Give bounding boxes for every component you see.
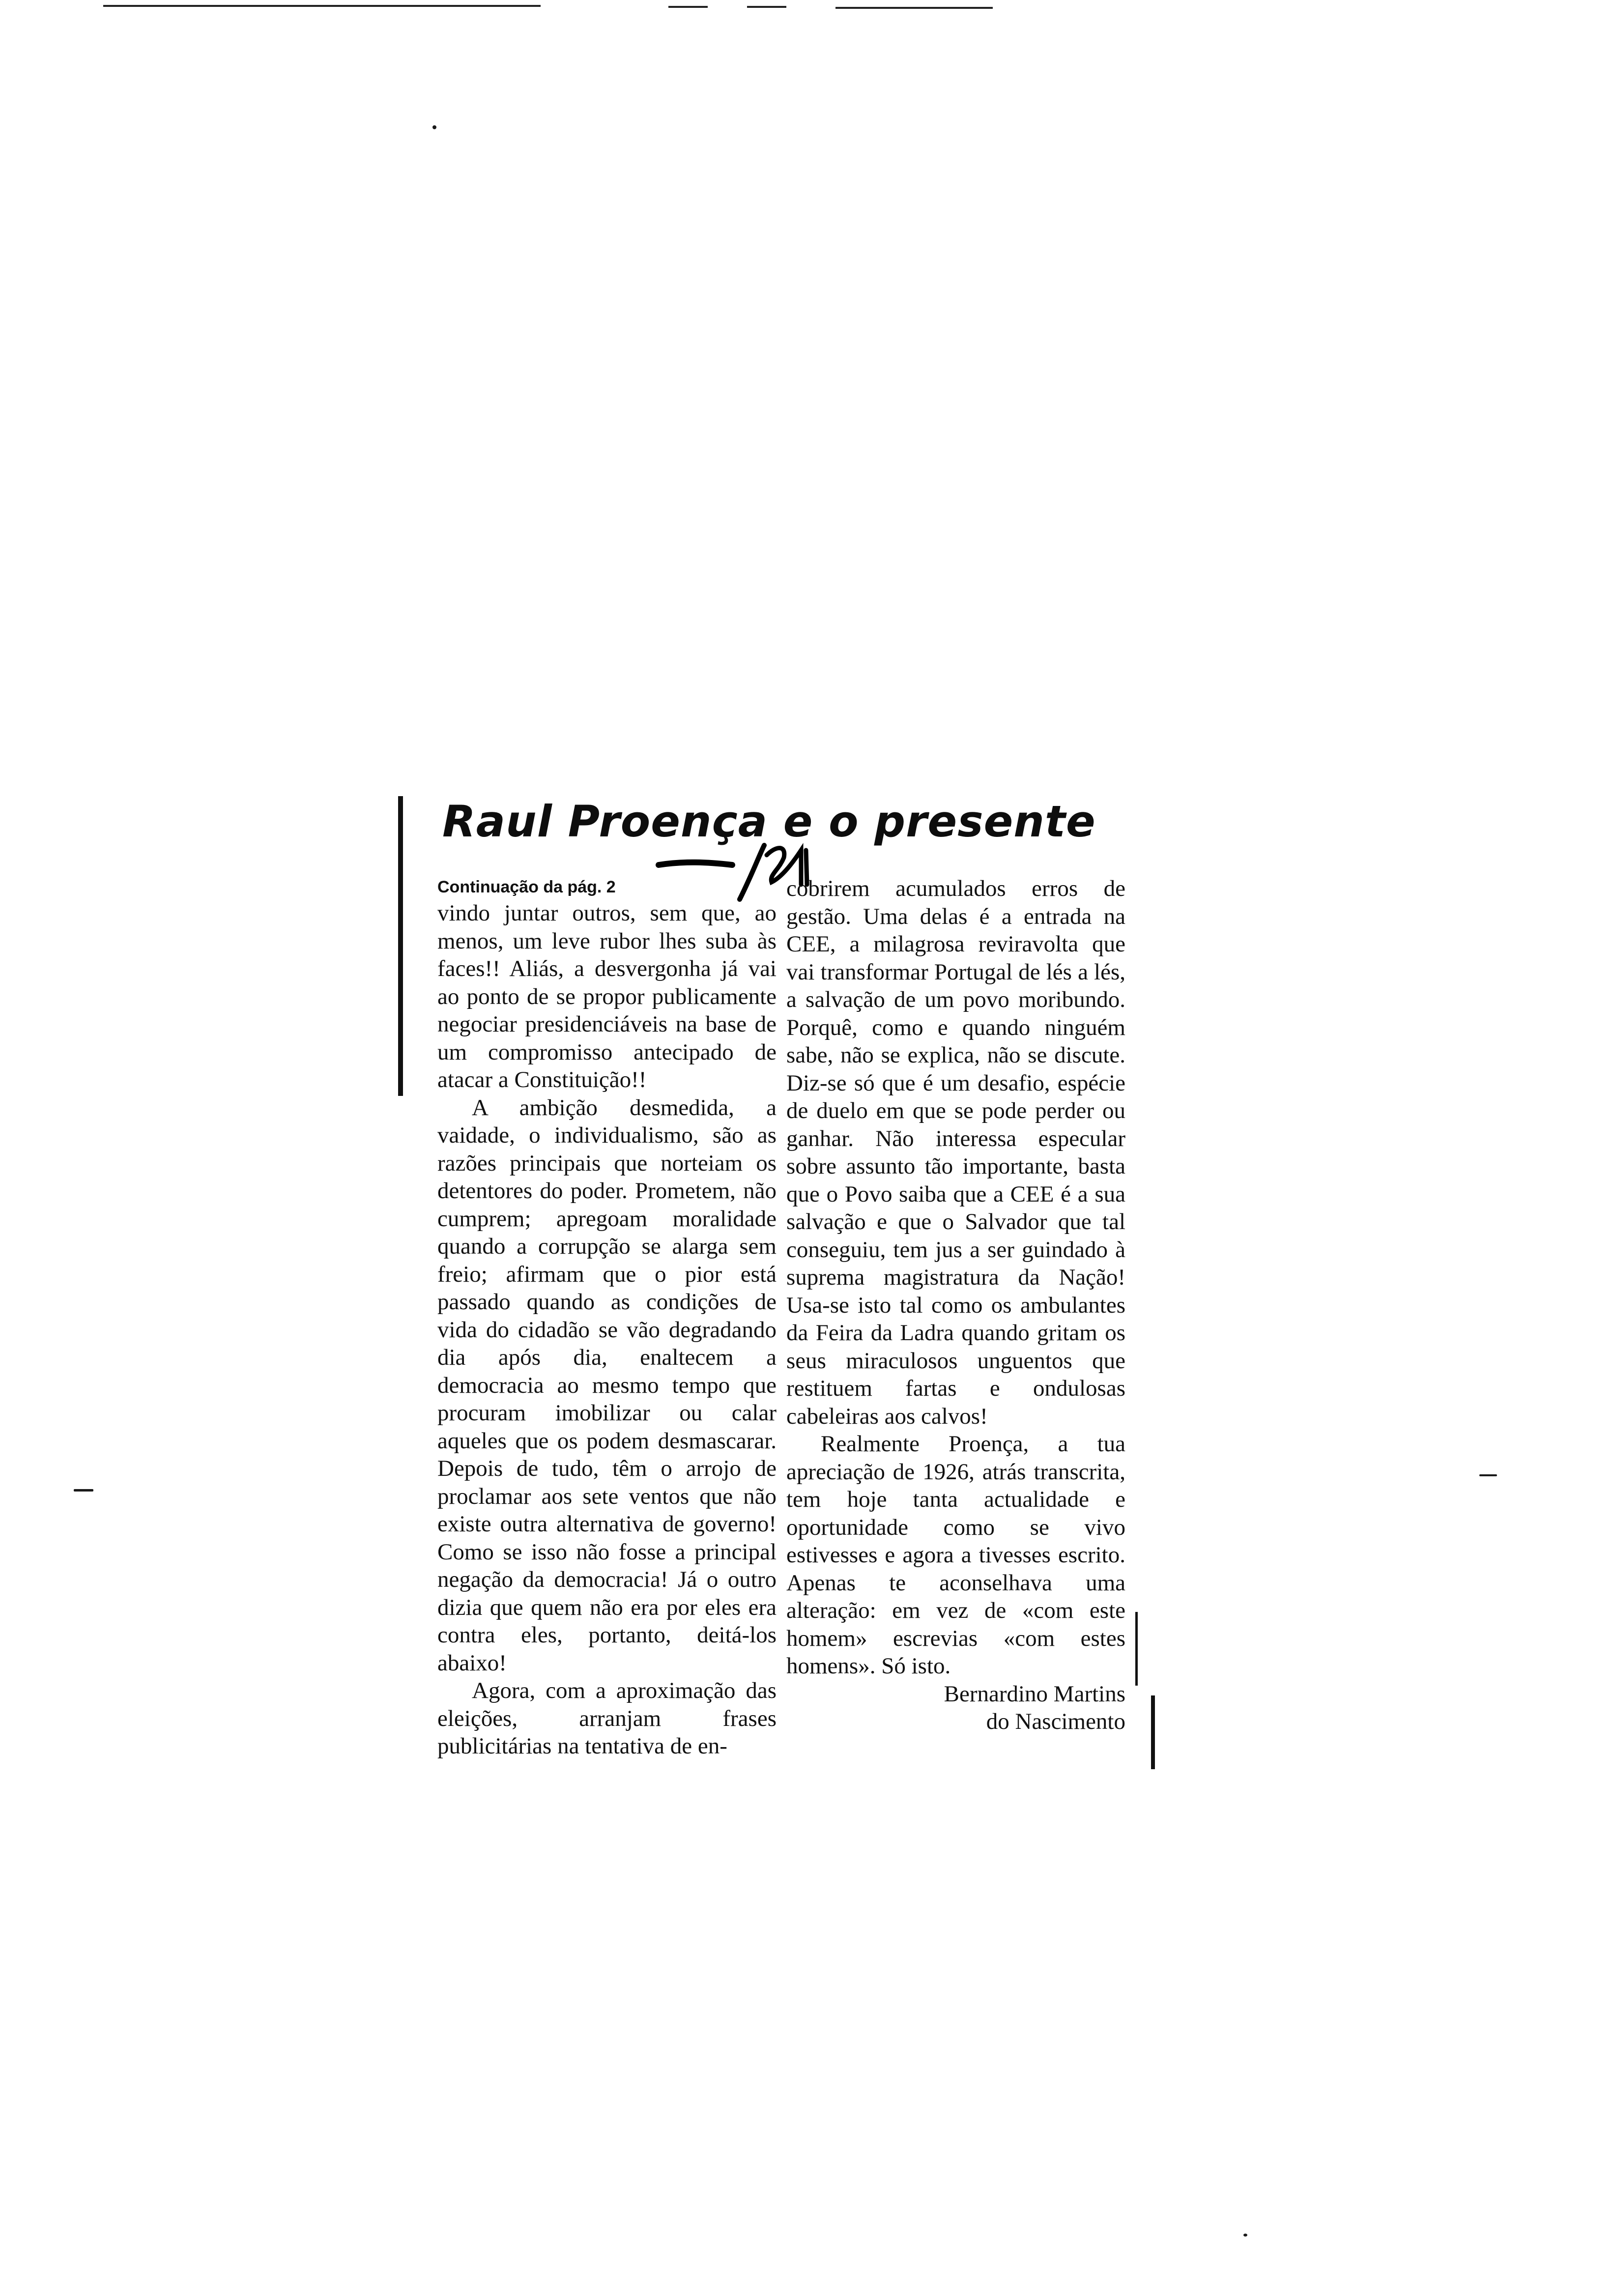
paragraph: vindo juntar outros, sem que, ao menos, um leve rubor lhes suba às faces!! Aliás, a desvergonha já vai ao ponto de se propor publicamente negociar presidenciáveis na base de um compromisso antecipado de atacar a Constituição!! <box>437 900 777 1092</box>
author-name-line1: Bernardino Martins <box>944 1681 1125 1707</box>
article-column-right <box>786 875 1125 1736</box>
paragraph: A ambição desmedida, a vaidade, o individualismo, são as razões principais que norteiam os detentores do poder. Prometem, não cumprem; apregoam moralidade quando a corrupção se alarga sem freio; afirmam que o pior está passado quando as condições de vida do cidadão se vão degradando dia após dia, enaltecem a democracia ao mesmo tempo que procuram imobilizar ou calar aqueles que os podem desmascarar. Depois de tudo, têm o arrojo de proclamar aos sete ventos que não existe outra alternativa de governo! Como se isso não fosse a principal negação da democracia! Já o outro dizia que quem não era por eles era contra eles, portanto, deitá-los abaixo! <box>437 1094 777 1676</box>
article-column-left <box>437 875 777 1760</box>
clipping-left-edge <box>398 796 403 1096</box>
author-byline <box>786 1680 1125 1736</box>
clipping-right-edge <box>1135 1612 1138 1686</box>
scan-speck <box>74 1489 93 1492</box>
clipping-right-edge <box>1151 1695 1155 1769</box>
continuation-label: Continuação da pág. 2 <box>437 878 616 896</box>
newspaper-clipping <box>398 767 1155 1779</box>
scan-speck <box>432 125 436 129</box>
paragraph: Realmente Proença, a tua apreciação de 1926, atrás transcrita, tem hoje tanta actualidade e oportunidade como se vivo estivesses e agora a tivesses escrito. Apenas te aconselhava uma alteração: em vez de «com este homem» escrevias «com estes homens». Só isto. <box>786 1431 1125 1679</box>
scan-border-top-left <box>103 5 541 7</box>
scan-border-top-mid <box>668 6 708 8</box>
paragraph: cobrirem acumulados erros de gestão. Uma delas é a entrada na CEE, a milagrosa reviravolta que vai transformar Portugal de lés a lés, a salvação de um povo moribundo. Porquê, como e quando ninguém sabe, não se explica, não se discute. Diz-se só que é um desafio, espécie de duelo em que se pode perder ou ganhar. Não interessa especular sobre assunto tão importante, basta que o Povo saiba que a CEE é a sua salvação e que o Salvador que tal conseguiu, tem jus a ser guindado à suprema magistratura da Nação! Usa-se isto tal como os ambulantes da Feira da Ladra quando gritam os seus miraculosos unguentos que restituem fartas e ondulosas cabeleiras aos calvos! <box>786 876 1125 1429</box>
scan-speck <box>1479 1474 1497 1476</box>
scan-border-top-mid2 <box>747 6 786 8</box>
scan-speck <box>1243 2234 1247 2237</box>
paragraph: Agora, com a aproximação das eleições, arranjam frases publicitárias na tentativa de en- <box>437 1678 777 1759</box>
article-headline: Raul Proença e o presente <box>442 796 1096 847</box>
author-name-line2: do Nascimento <box>986 1709 1125 1734</box>
scan-border-top-right <box>835 7 993 9</box>
